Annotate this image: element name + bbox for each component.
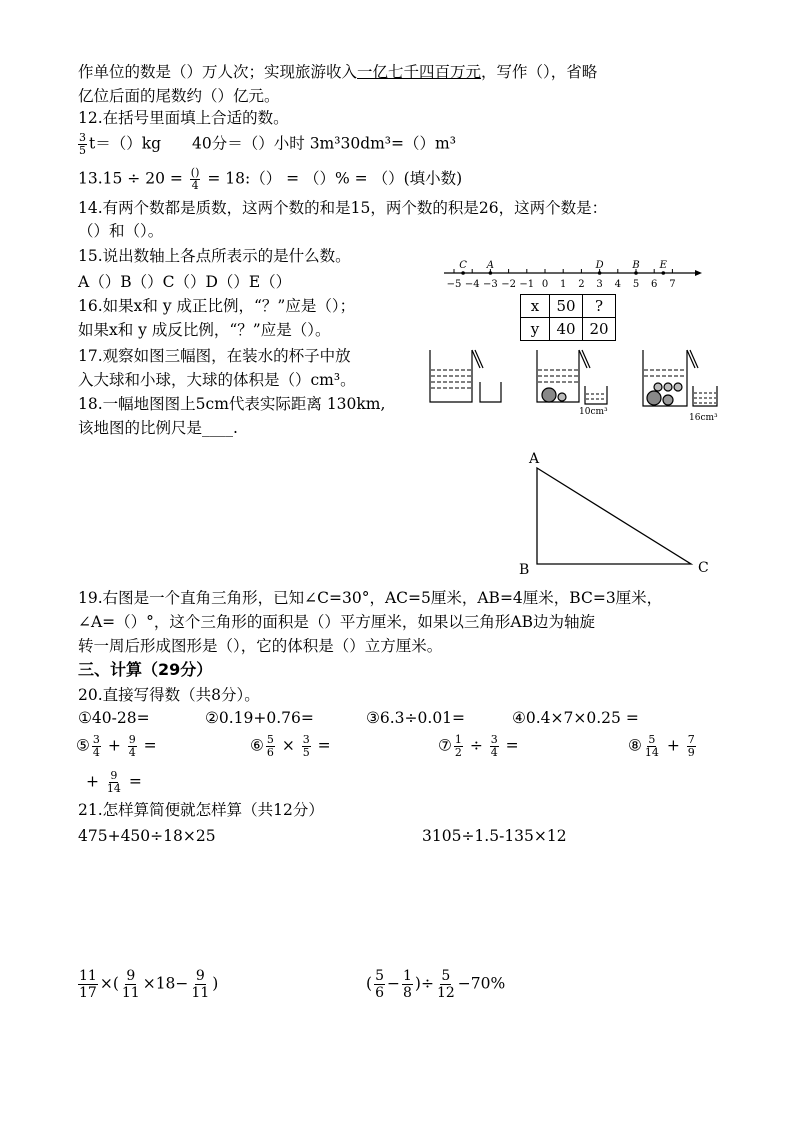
vertex-b-label: B xyxy=(519,562,530,578)
q20-item-7: ⑦ $\frac{1}{2}$ ÷ $\frac{3}{4}$ = xyxy=(438,733,519,759)
underlined-text: 一亿七千四百万元 xyxy=(357,63,482,81)
triangle-figure xyxy=(515,446,715,581)
q20-item-6: ⑥ $\frac{5}{6}$ × $\frac{3}{5}$ = xyxy=(250,733,331,759)
cup-3 xyxy=(643,350,717,406)
vertex-c-label: C xyxy=(698,560,709,576)
question-17-line-1: 17.观察如图三幅图，在装水的杯子中放 xyxy=(78,347,351,365)
xy-table xyxy=(520,294,616,341)
text: t＝（）kg 40分＝（）小时 3m³30dm³=（）m³ xyxy=(89,134,456,153)
number-line-tick-label: −2 xyxy=(501,279,516,290)
question-20: 20.直接写得数（共8分）。 xyxy=(78,686,260,704)
number-line-tick-label: 6 xyxy=(651,279,658,290)
text: ，写作（），省略 xyxy=(481,63,598,81)
question-14-line-2: （）和（）。 xyxy=(78,222,164,240)
number-line-point-label: D xyxy=(595,260,604,271)
number-line-ticks xyxy=(447,269,676,290)
number-line-point xyxy=(598,271,602,275)
number-line-tick-label: 3 xyxy=(596,279,603,290)
number-line-tick-label: 2 xyxy=(578,279,585,290)
q20-item-1: ①40-28= xyxy=(78,709,150,727)
cups-figure xyxy=(425,346,725,426)
section-3-heading: 三、计算（29分） xyxy=(78,660,213,679)
vertex-a-label: A xyxy=(529,451,540,467)
intro-line-2: 亿位后面的尾数约（）亿元。 xyxy=(78,87,280,105)
number-line-tick-label: 7 xyxy=(669,279,676,290)
number-line-point-label: C xyxy=(459,260,467,271)
table-cell: 20 xyxy=(583,318,616,341)
number-line-tick-label: 0 xyxy=(541,279,549,290)
number-line-tick-label: −3 xyxy=(483,279,498,290)
number-line-point xyxy=(662,271,666,275)
cup-2 xyxy=(537,350,607,404)
number-line-point-label: A xyxy=(486,260,495,271)
question-21: 21.怎样算简便就怎样算（共12分） xyxy=(78,801,324,819)
table-cell: 40 xyxy=(550,318,583,341)
number-line-point xyxy=(489,271,493,275)
number-line-tick-label: −1 xyxy=(519,279,535,290)
number-line-point xyxy=(461,271,465,275)
question-19-line-3: 转一周后形成图形是（），它的体积是（）立方厘米。 xyxy=(78,637,443,655)
fraction: $\frac{3}{5}$ xyxy=(79,131,86,157)
q21-item-3: $\frac{11}{17}$ ×( $\frac{9}{11}$ ×18− $\frac{9}{11}$ ) xyxy=(79,968,219,1001)
question-15-line-1: 15.说出数轴上各点所表示的是什么数。 xyxy=(78,247,351,265)
question-17-line-2: 入大球和小球，大球的体积是（）cm³。 xyxy=(78,371,356,389)
question-18-line-2: 该地图的比例尺是____. xyxy=(78,419,238,437)
question-12: 12.在括号里面填上合适的数。 xyxy=(78,109,289,127)
table-row xyxy=(521,318,616,341)
text: 13.15 ÷ 20 = xyxy=(78,169,183,188)
q20-item-8-cont: + $\frac{9}{14}$ = xyxy=(86,769,142,795)
question-16-line-2: 如果x和 y 成反比例，“？”应是（）。 xyxy=(78,321,331,339)
question-16-line-1: 16.如果x和 y 成正比例，“？”应是（）； xyxy=(78,297,356,315)
text: = 18:（） = （）% = （）(填小数) xyxy=(207,169,463,188)
q21-item-4: ( $\frac{5}{6}$ − $\frac{1}{8}$ )÷ $\frac{5}{12}$ −70% xyxy=(366,968,506,1001)
table-cell: x xyxy=(521,295,550,318)
number-line-tick-label: 5 xyxy=(632,279,640,290)
number-line-point xyxy=(634,271,638,275)
cup-2-label: 10cm³ xyxy=(579,407,608,417)
question-14-line-1: 14.有两个数都是质数，这两个数的和是15，两个数的积是26，这两个数是： xyxy=(78,199,608,217)
number-line-tick-label: 1 xyxy=(560,279,567,290)
fraction: $\frac{()}{4}$ xyxy=(190,166,200,192)
table-row xyxy=(521,295,616,318)
q20-item-2: ②0.19+0.76= xyxy=(205,709,314,727)
number-line-point-label: E xyxy=(659,260,667,271)
number-line-tick-label: 4 xyxy=(614,279,621,290)
table-cell: 50 xyxy=(550,295,583,318)
number-line-tick-label: −5 xyxy=(446,279,462,290)
question-13 xyxy=(78,167,462,192)
cup-1 xyxy=(430,350,501,402)
q20-item-8: ⑧ $\frac{5}{14}$ + $\frac{7}{9}$ xyxy=(628,733,695,759)
number-line-point-label: B xyxy=(632,260,640,271)
q20-item-3: ③6.3÷0.01= xyxy=(366,709,466,727)
q20-item-5: ⑤ $\frac{3}{4}$ + $\frac{9}{4}$ = xyxy=(76,733,157,759)
intro-line-1 xyxy=(78,62,597,82)
question-15-line-2: A（）B（）C（）D（）E（） xyxy=(78,273,292,291)
number-line xyxy=(440,258,705,292)
question-18-line-1: 18.一幅地图图上5cm代表实际距离 130km, xyxy=(78,395,386,413)
number-line-tick-label: −4 xyxy=(464,279,480,290)
table-cell: ? xyxy=(583,295,616,318)
question-19-line-2: ∠A=（）°，这个三角形的面积是（）平方厘米，如果以三角形AB边为轴旋 xyxy=(78,613,596,631)
question-12-items xyxy=(76,132,456,157)
table-cell: y xyxy=(521,318,550,341)
q21-item-2: 3105÷1.5-135×12 xyxy=(422,827,567,845)
text: 作单位的数是（）万人次；实现旅游收入 xyxy=(78,63,358,81)
q21-item-1: 475+450÷18×25 xyxy=(78,827,216,845)
q20-item-4: ④0.4×7×0.25 = xyxy=(512,709,639,727)
cup-3-label: 16cm³ xyxy=(689,413,718,423)
question-19-line-1: 19.右图是一个直角三角形，已知∠C=30°，AC=5厘米，AB=4厘米，BC=3厘米， xyxy=(78,589,663,607)
